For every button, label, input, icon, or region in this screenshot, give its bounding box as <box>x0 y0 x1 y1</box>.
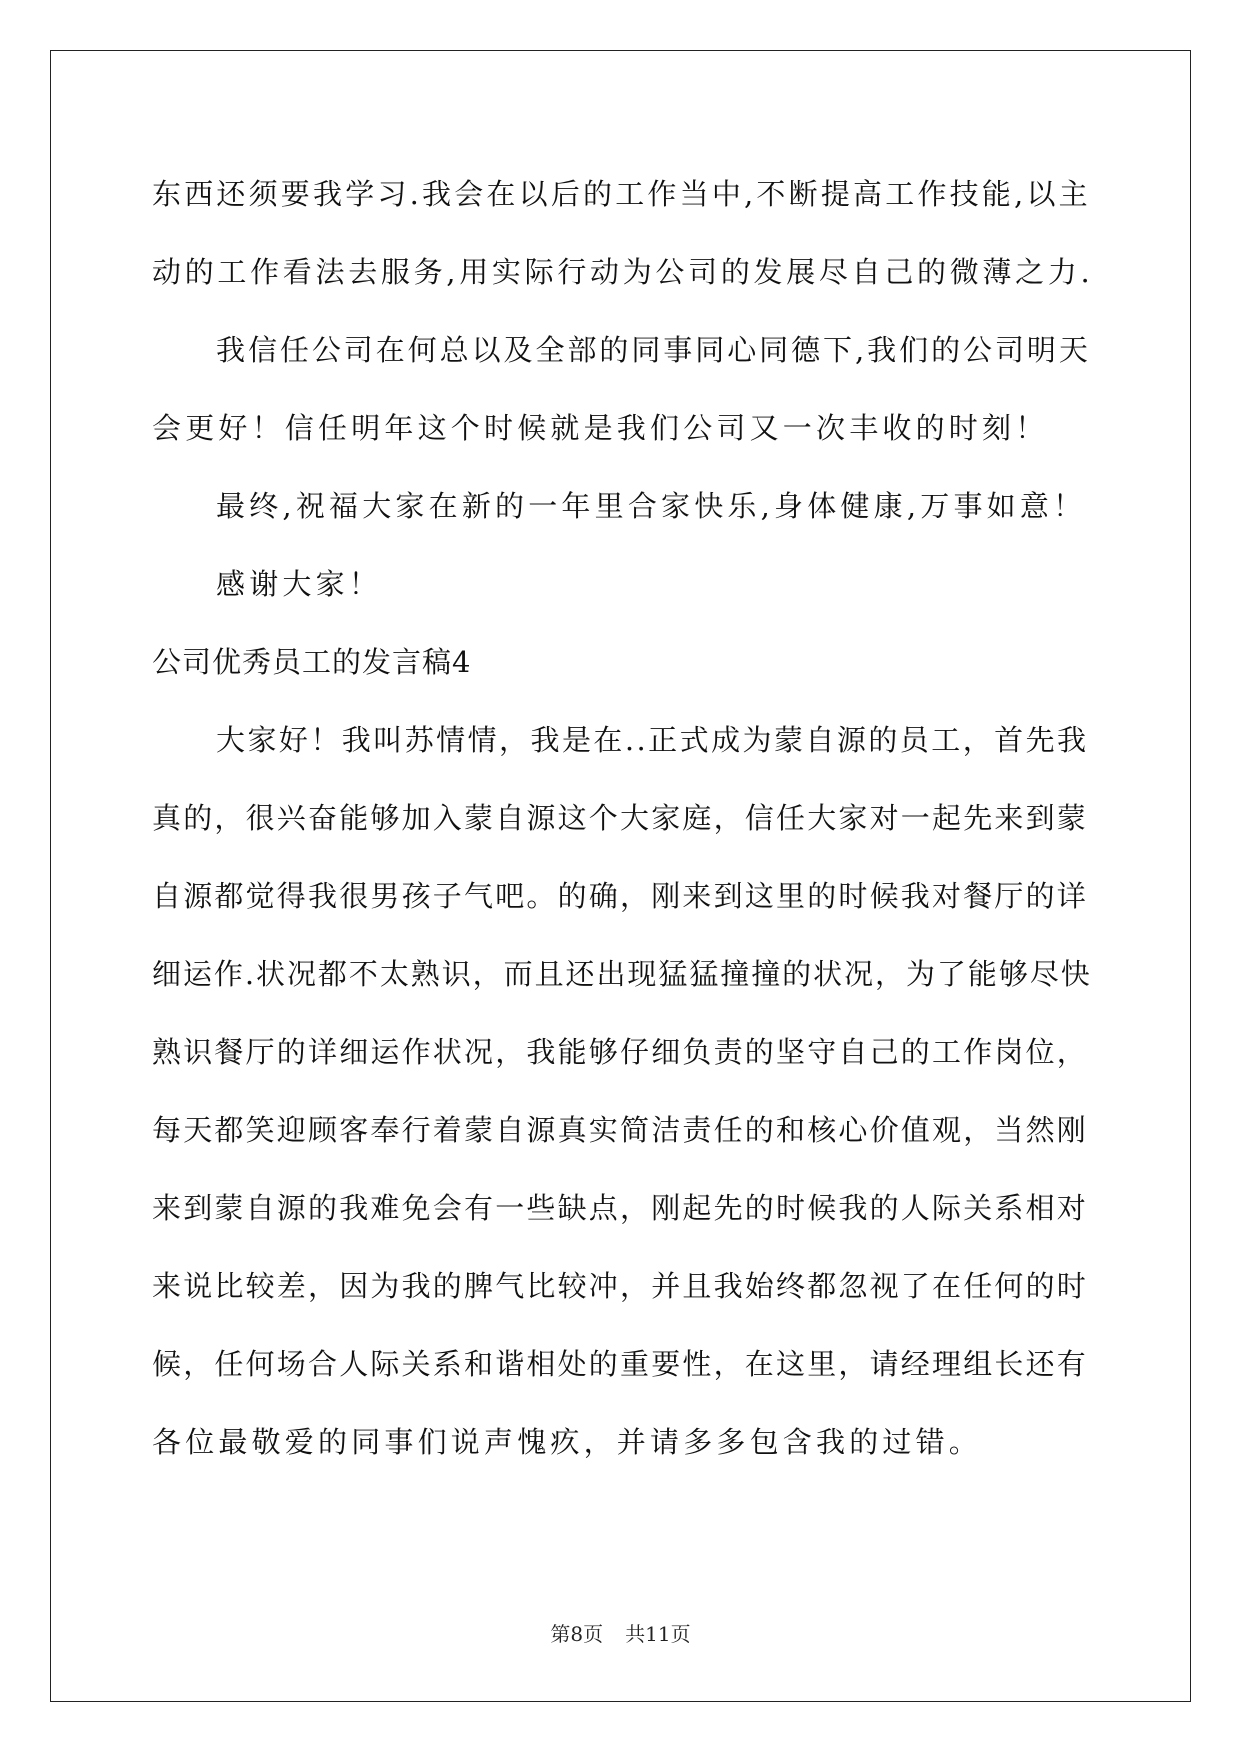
document-body <box>152 155 1092 1481</box>
text-line: 东西还须要我学习.我会在以后的工作当中,不断提高工作技能,以主 <box>152 177 1091 211</box>
text-line: 来到蒙自源的我难免会有一些缺点，刚起先的时候我的人际关系相对 <box>152 1191 1089 1225</box>
text-line: 我信任公司在何总以及全部的同事同心同德下,我们的公司明天 <box>216 333 1091 367</box>
section-heading: 公司优秀员工的发言稿4 <box>152 645 472 679</box>
text-line: 真的，很兴奋能够加入蒙自源这个大家庭，信任大家对一起先来到蒙 <box>152 801 1089 835</box>
text-line: 各位最敬爱的同事们说声愧疚，并请多多包含我的过错。 <box>152 1425 983 1459</box>
text-line: 大家好！我叫苏情情，我是在..正式成为蒙自源的员工，首先我 <box>216 723 1089 757</box>
text-line: 自源都觉得我很男孩子气吧。的确，刚来到这里的时候我对餐厅的详 <box>152 879 1089 913</box>
text-line: 候，任何场合人际关系和谐相处的重要性，在这里，请经理组长还有 <box>152 1347 1089 1381</box>
page-footer <box>0 1618 1241 1647</box>
text-line: 来说比较差，因为我的脾气比较冲，并且我始终都忽视了在任何的时 <box>152 1269 1089 1303</box>
text-line: 动的工作看法去服务,用实际行动为公司的发展尽自己的微薄之力. <box>152 255 1094 289</box>
page-total: 共11页 <box>625 1622 691 1646</box>
text-line: 熟识餐厅的详细运作状况，我能够仔细负责的坚守自己的工作岗位， <box>152 1035 1089 1069</box>
text-line: 会更好！信任明年这个时候就是我们公司又一次丰收的时刻！ <box>152 411 1049 445</box>
text-line: 细运作.状况都不太熟识，而且还出现猛猛撞撞的状况，为了能够尽快 <box>152 957 1092 991</box>
page-number: 第8页 <box>550 1622 604 1646</box>
text-line: 每天都笑迎顾客奉行着蒙自源真实简洁责任的和核心价值观，当然刚 <box>152 1113 1089 1147</box>
text-line: 最终,祝福大家在新的一年里合家快乐,身体健康,万事如意！ <box>216 489 1087 523</box>
text-line: 感谢大家！ <box>216 567 383 601</box>
